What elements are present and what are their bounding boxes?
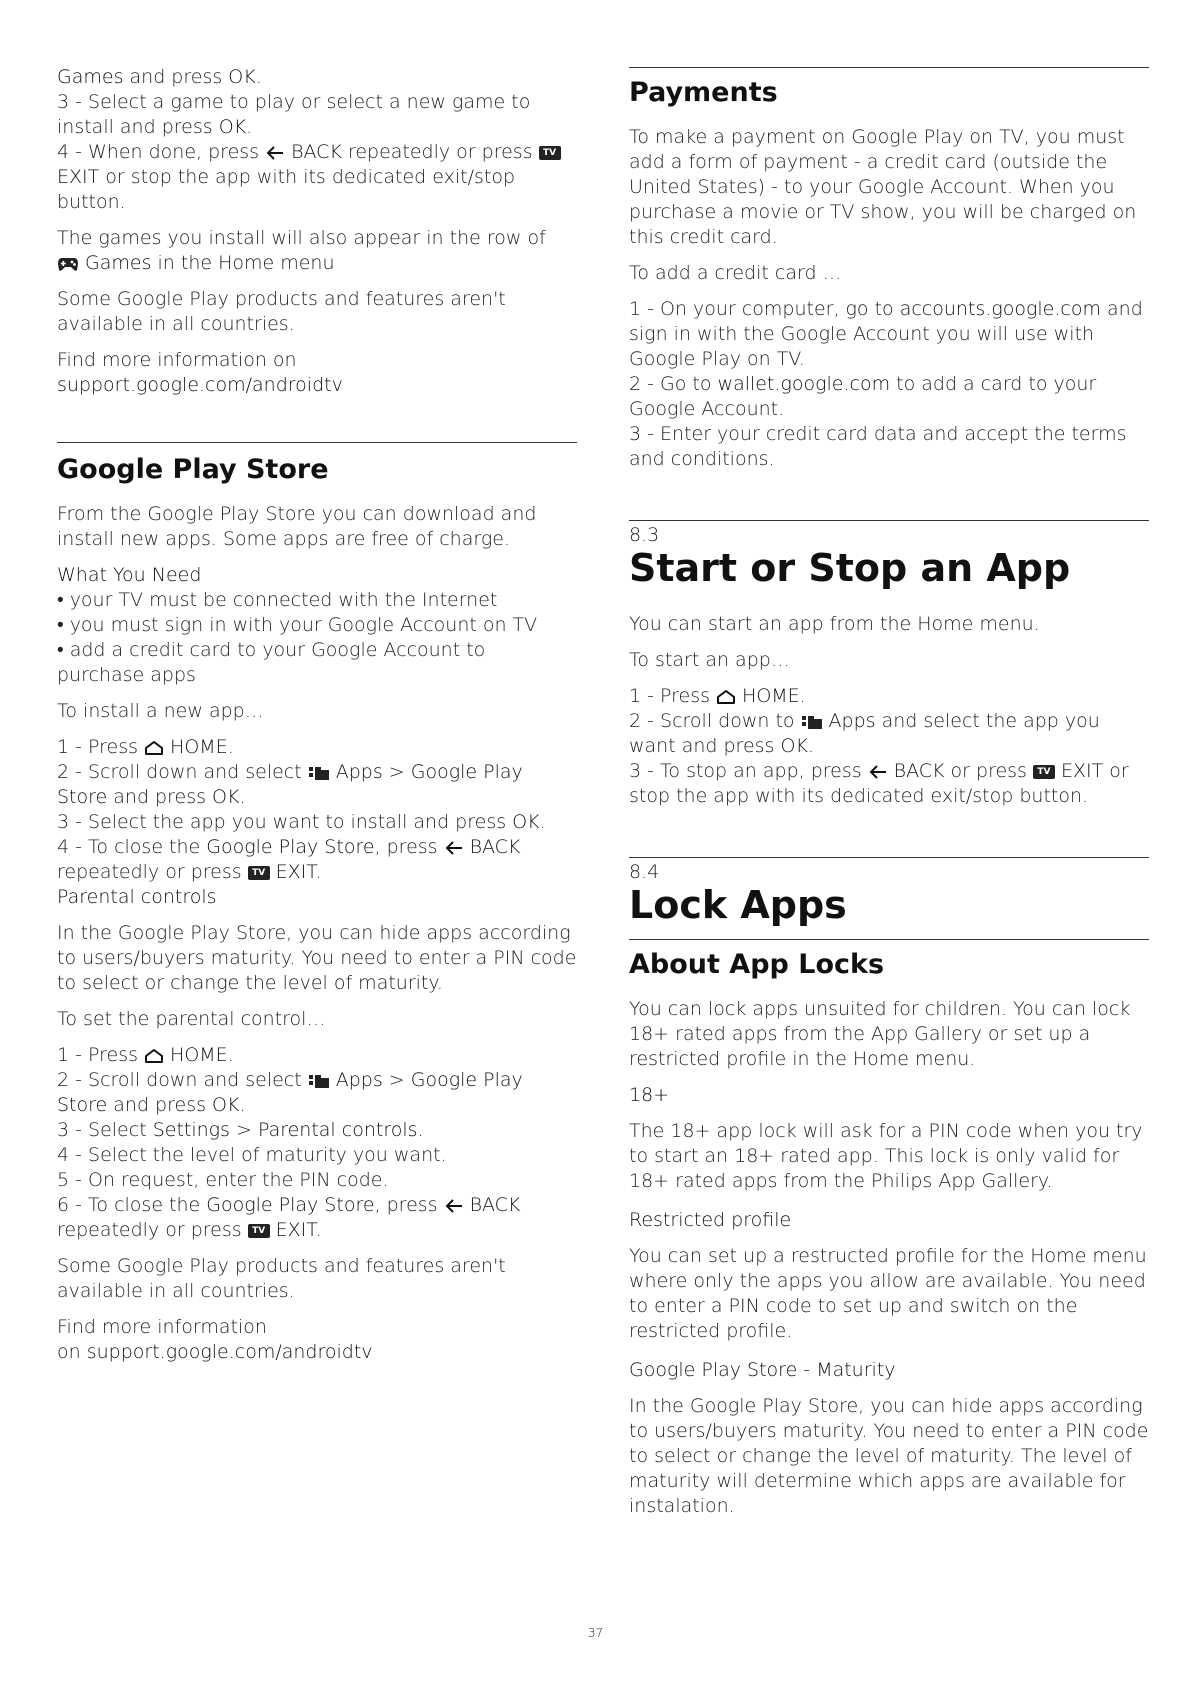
- about-text: You can lock apps unsuited for children. You can lock 18+ rated apps from the App Gallery or set up a restricted profile in the Home menu.: [629, 998, 1131, 1070]
- apps-icon: [801, 714, 823, 730]
- left-column: [57, 0, 577, 1365]
- payment-step-2: 2 - Go to wallet.google.com to add a card to your Google Account.: [629, 373, 1097, 420]
- tv-icon: TV: [248, 1224, 270, 1238]
- payment-step-1: 1 - On your computer, go to accounts.google.com and sign in with the Google Account you will use with Google Play on TV.: [629, 298, 1143, 370]
- parental-step-6: 6 - To close the Google Play Store, press BACK repeatedly or press TV EXIT.: [57, 1194, 521, 1241]
- install-step-2: 2 - Scroll down and select Apps > Google Play Store and press OK.: [57, 761, 523, 808]
- start-step-2: 2 - Scroll down to Apps and select the app you want and press OK.: [629, 710, 1100, 757]
- 18-plus-heading: 18+: [629, 1084, 670, 1106]
- section-number: 8.3: [629, 524, 660, 546]
- availability-note-2: Some Google Play products and features aren't available in all countries.: [57, 1255, 506, 1302]
- wallet-link[interactable]: wallet.google.com: [717, 373, 891, 395]
- start-step-1: 1 - Press HOME.: [629, 685, 806, 707]
- payments-intro: To make a payment on Google Play on TV, you must add a form of payment - a credit card (outside the United States) - to your Google Account. When you purchase a movie or TV show, you will be charged on this credit card.: [629, 126, 1137, 248]
- start-intro: You can start an app from the Home menu.: [629, 613, 1040, 635]
- what-you-need-heading: What You Need: [57, 564, 202, 586]
- support-link[interactable]: support.google.com/androidtv: [86, 1341, 373, 1363]
- apps-icon: [308, 1073, 330, 1089]
- more-info: Find more information on support.google.com/androidtv: [57, 349, 343, 396]
- need-item: • you must sign in with your Google Account on TV: [57, 614, 538, 636]
- section-title-lock-apps: Lock Apps: [629, 883, 847, 927]
- section-number: 8.4: [629, 861, 660, 883]
- parental-step-2: 2 - Scroll down and select Apps > Google Play Store and press OK.: [57, 1069, 523, 1116]
- tv-icon: TV: [248, 866, 270, 880]
- maturity-heading: Google Play Store - Maturity: [629, 1359, 896, 1381]
- parental-step-3: 3 - Select Settings > Parental controls.: [57, 1119, 424, 1141]
- gamepad-icon: [57, 256, 79, 272]
- parental-step-4: 4 - Select the level of maturity you want.: [57, 1144, 447, 1166]
- start-step-3: 3 - To stop an app, press BACK or press TV EXIT or stop the app with its dedicated exit/stop button.: [629, 760, 1129, 807]
- back-arrow-icon: [868, 764, 888, 780]
- more-info-2: Find more information on support.google.com/androidtv: [57, 1316, 373, 1363]
- need-item: • your TV must be connected with the Internet: [57, 589, 498, 611]
- back-arrow-icon: [444, 840, 464, 856]
- set-parental-intro: To set the parental control…: [57, 1008, 326, 1030]
- tv-icon: TV: [539, 146, 561, 160]
- add-card-intro: To add a credit card …: [629, 262, 842, 284]
- parental-step-1: 1 - Press HOME.: [57, 1044, 234, 1066]
- about-app-locks-heading: About App Locks: [629, 949, 885, 980]
- need-item: • add a credit card to your Google Account to purchase apps: [57, 639, 486, 686]
- right-column: [629, 0, 1149, 1519]
- tv-icon: TV: [1033, 765, 1055, 779]
- back-arrow-icon: [265, 145, 285, 161]
- restricted-profile-heading: Restricted profile: [629, 1209, 792, 1231]
- section-title-start-stop: Start or Stop an App: [629, 546, 1071, 590]
- page-number: 37: [587, 1626, 604, 1640]
- store-intro: From the Google Play Store you can download and install new apps. Some apps are free of charge.: [57, 503, 537, 550]
- start-label: To start an app…: [629, 649, 790, 671]
- home-icon: [144, 1048, 164, 1064]
- google-play-store-heading: Google Play Store: [57, 454, 329, 485]
- 18-plus-text: The 18+ app lock will ask for a PIN code when you try to start an 18+ rated app. This lock is only valid for 18+ rated apps from the Philips App Gallery.: [629, 1120, 1143, 1192]
- back-arrow-icon: [444, 1198, 464, 1214]
- payment-step-3: 3 - Enter your credit card data and accept the terms and conditions.: [629, 423, 1127, 470]
- install-step-4: 4 - To close the Google Play Store, press BACK repeatedly or press TV EXIT.: [57, 836, 521, 883]
- home-icon: [144, 740, 164, 756]
- install-step-3: 3 - Select the app you want to install and press OK.: [57, 811, 546, 833]
- payments-heading: Payments: [629, 77, 778, 108]
- games-row-note: The games you install will also appear in the row of Games in the Home menu: [57, 227, 546, 274]
- accounts-link[interactable]: accounts.google.com: [899, 298, 1101, 320]
- support-link[interactable]: support.google.com/androidtv: [57, 374, 343, 396]
- install-intro: To install a new app…: [57, 700, 264, 722]
- maturity-text: In the Google Play Store, you can hide apps according to users/buyers maturity. You need to enter a PIN code to select or change the level of maturity. The level of maturity will determine which apps are available for instalation.: [629, 1395, 1149, 1517]
- parental-intro: In the Google Play Store, you can hide apps according to users/buyers maturity. You need to enter a PIN code to select or change the level of maturity.: [57, 922, 577, 994]
- availability-note: Some Google Play products and features aren't available in all countries.: [57, 288, 506, 335]
- games-step-3: 3 - Select a game to play or select a new game to install and press OK.: [57, 91, 531, 138]
- parental-controls-heading: Parental controls: [57, 886, 217, 908]
- install-step-1: 1 - Press HOME.: [57, 736, 234, 758]
- home-icon: [716, 689, 736, 705]
- parental-step-5: 5 - On request, enter the PIN code.: [57, 1169, 389, 1191]
- games-step-continued: Games and press OK.: [57, 66, 262, 88]
- games-step-4: 4 - When done, press BACK repeatedly or press TVEXIT or stop the app with its dedicated exit/stop button.: [57, 140, 577, 215]
- apps-icon: [308, 765, 330, 781]
- restricted-profile-text: You can set up a restructed profile for the Home menu where only the apps you allow are available. You need to enter a PIN code to set up and switch on the restricted profile.: [629, 1245, 1147, 1342]
